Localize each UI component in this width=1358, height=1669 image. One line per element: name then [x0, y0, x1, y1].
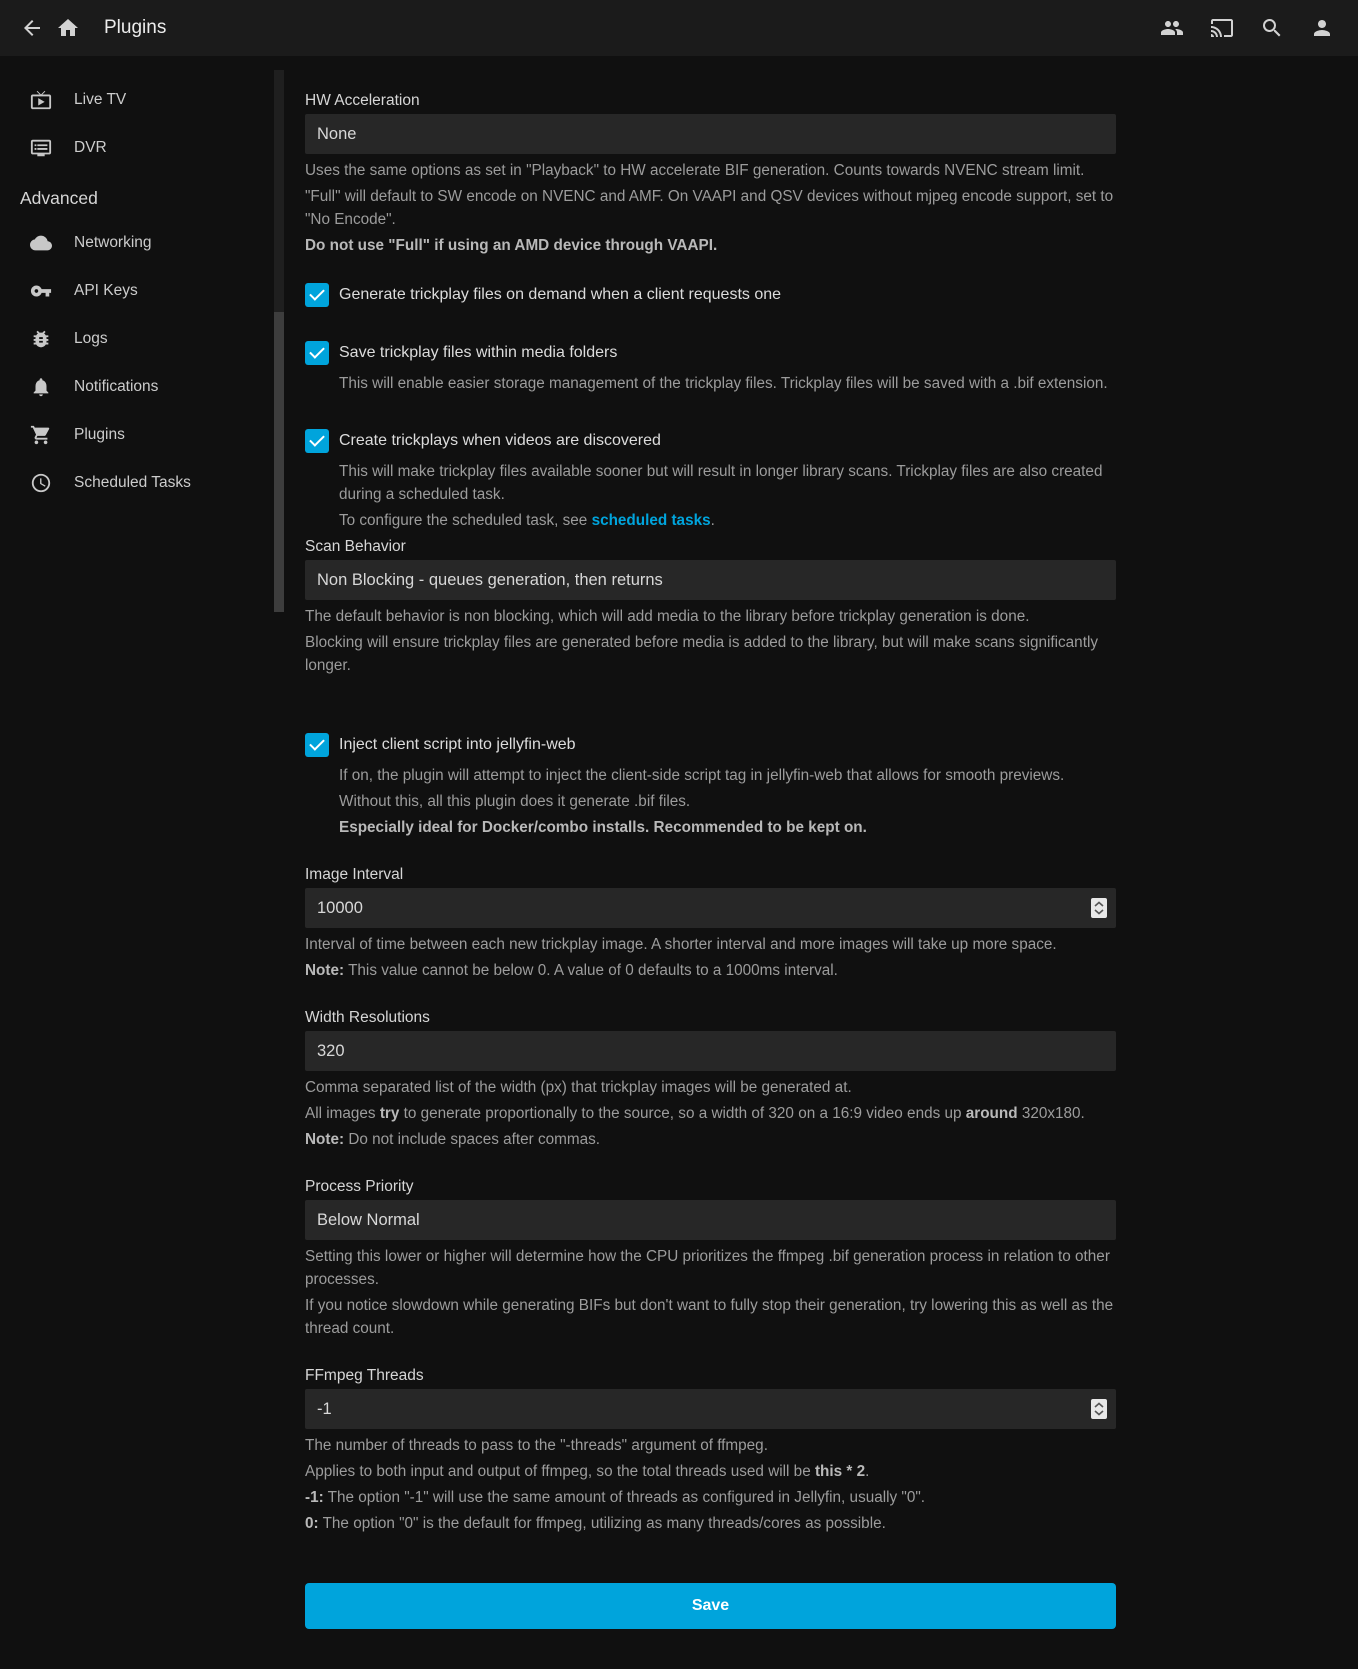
- hw-acceleration-value: None: [317, 124, 357, 143]
- sidebar-item-label: API Keys: [74, 282, 138, 299]
- save-in-media-folders-checkbox[interactable]: [305, 341, 329, 365]
- trickplay-settings-form: [305, 92, 1116, 1629]
- sidebar-item-networking[interactable]: [0, 219, 284, 267]
- hw-acceleration-select[interactable]: [305, 114, 1116, 154]
- sidebar-scrollbar-thumb[interactable]: [274, 312, 284, 612]
- cart-icon: [30, 424, 52, 446]
- cloud-icon: [30, 232, 52, 254]
- home-icon: [56, 16, 80, 40]
- sidebar-item-live-tv[interactable]: [0, 76, 284, 124]
- process-priority-label: Process Priority: [305, 1178, 414, 1195]
- syncplay-button[interactable]: [1154, 10, 1190, 46]
- on-demand-field: [305, 283, 1116, 307]
- width-resolutions-field: [305, 1009, 1116, 1151]
- sidebar-item-notifications[interactable]: [0, 363, 284, 411]
- sidebar-item-label: Plugins: [74, 426, 125, 443]
- live-tv-icon: [30, 89, 52, 111]
- dvr-icon: [30, 137, 52, 159]
- sidebar-item-logs[interactable]: [0, 315, 284, 363]
- number-spinner-icon[interactable]: [1091, 1399, 1107, 1419]
- width-resolutions-label: Width Resolutions: [305, 1009, 430, 1026]
- image-interval-label: Image Interval: [305, 866, 404, 883]
- on-demand-checkbox[interactable]: [305, 283, 329, 307]
- sidebar-item-plugins[interactable]: [0, 411, 284, 459]
- ffmpeg-threads-label: FFmpeg Threads: [305, 1367, 424, 1384]
- save-in-media-folders-description: This will enable easier storage management of the trickplay files. Trickplay files will be saved with a .bif extension.: [339, 375, 1108, 392]
- bell-icon: [30, 376, 52, 398]
- user-button[interactable]: [1304, 10, 1340, 46]
- process-priority-field: [305, 1178, 1116, 1340]
- hw-acceleration-field: [305, 92, 1116, 257]
- page-title: Plugins: [104, 17, 167, 38]
- process-priority-select[interactable]: [305, 1200, 1116, 1240]
- inject-script-label: Inject client script into jellyfin-web: [339, 736, 576, 753]
- back-icon: [20, 16, 44, 40]
- user-icon: [1310, 16, 1334, 40]
- sidebar-item-label: Logs: [74, 330, 108, 347]
- scan-behavior-label: Scan Behavior: [305, 538, 406, 555]
- image-interval-field: [305, 866, 1116, 982]
- search-button[interactable]: [1254, 10, 1290, 46]
- home-button[interactable]: [50, 10, 86, 46]
- inject-script-description: If on, the plugin will attempt to inject the client-side script tag in jellyfin-web that allows for smooth previews. Without this, all this plugin does it generate .bif files. Especially ideal for Docker/combo installs. Recommended to be kept on.: [339, 767, 1065, 836]
- sidebar-section-advanced: Advanced: [20, 188, 98, 208]
- sidebar-item-label: Networking: [74, 234, 152, 251]
- hw-acceleration-label: HW Acceleration: [305, 92, 420, 109]
- syncplay-group-icon: [1160, 16, 1184, 40]
- image-interval-input[interactable]: [305, 888, 1116, 928]
- sidebar-item-scheduled-tasks[interactable]: [0, 459, 284, 507]
- scan-behavior-description: The default behavior is non blocking, which will add media to the library before trickplay generation is done. Blocking will ensure trickplay files are generated before media is added to the library, but will make scans significantly longer.: [305, 608, 1098, 674]
- width-resolutions-input[interactable]: [305, 1031, 1116, 1071]
- sidebar-item-label: DVR: [74, 139, 107, 156]
- scan-behavior-value: Non Blocking - queues generation, then returns: [317, 570, 663, 589]
- on-demand-label: Generate trickplay files on demand when a client requests one: [339, 286, 782, 303]
- sidebar-item-api-keys[interactable]: [0, 267, 284, 315]
- app-header: [0, 0, 1358, 56]
- save-button[interactable]: Save: [305, 1583, 1116, 1629]
- plugin-settings-main: [284, 56, 1358, 1669]
- process-priority-value: Below Normal: [317, 1210, 420, 1229]
- bug-icon: [30, 328, 52, 350]
- hw-acceleration-description: Uses the same options as set in "Playback" to HW accelerate BIF generation. Counts towards NVENC stream limit. "Full" will default to SW encode on NVENC and AMF. On VAAPI and QSV devices without mjpeg encode support, set to "No Encode". Do not use "Full" if using an AMD device through VAAPI.: [305, 162, 1114, 254]
- sidebar-item-label: Scheduled Tasks: [74, 474, 191, 491]
- ffmpeg-threads-input[interactable]: [305, 1389, 1116, 1429]
- save-in-media-folders-field: [305, 341, 1116, 395]
- number-spinner-icon[interactable]: [1091, 898, 1107, 918]
- scan-behavior-select[interactable]: [305, 560, 1116, 600]
- create-on-discovery-checkbox[interactable]: [305, 429, 329, 453]
- ffmpeg-threads-field: [305, 1367, 1116, 1535]
- inject-script-field: [305, 733, 1116, 839]
- ffmpeg-threads-description: The number of threads to pass to the "-threads" argument of ffmpeg. Applies to both input and output of ffmpeg, so the total threads used will be this * 2. -1: The option "-1" will use the same amount of threads as configured in Jellyfin, usually "0". 0: The option "0" is the default for ffmpeg, utilizing as many threads/cores as possible.: [305, 1437, 926, 1532]
- save-in-media-folders-label: Save trickplay files within media folders: [339, 344, 618, 361]
- cast-icon: [1210, 16, 1234, 40]
- image-interval-description: Interval of time between each new trickplay image. A shorter interval and more images will take up more space. Note: This value cannot be below 0. A value of 0 defaults to a 1000ms interval.: [305, 936, 1057, 979]
- clock-icon: [30, 472, 52, 494]
- inject-script-checkbox[interactable]: [305, 733, 329, 757]
- scheduled-tasks-link[interactable]: scheduled tasks: [591, 512, 711, 529]
- sidebar: [0, 56, 284, 1669]
- cast-button[interactable]: [1204, 10, 1240, 46]
- back-button[interactable]: [14, 10, 50, 46]
- create-on-discovery-description: This will make trickplay files available sooner but will result in longer library scans. Trickplay files are also created during a scheduled task. To configure the scheduled task, see scheduled tasks.: [339, 463, 1103, 529]
- width-resolutions-description: Comma separated list of the width (px) that trickplay images will be generated at. All images try to generate proportionally to the source, so a width of 320 on a 16:9 video ends up around 320x180. Note: Do not include spaces after commas.: [305, 1079, 1085, 1148]
- scan-behavior-field: [305, 538, 1116, 677]
- search-icon: [1260, 16, 1284, 40]
- create-on-discovery-label: Create trickplays when videos are discovered: [339, 432, 661, 449]
- sidebar-item-dvr[interactable]: [0, 124, 284, 172]
- key-icon: [30, 280, 52, 302]
- create-on-discovery-field: [305, 429, 1116, 532]
- sidebar-item-label: Live TV: [74, 91, 127, 108]
- process-priority-description: Setting this lower or higher will determine how the CPU prioritizes the ffmpeg .bif generation process in relation to other processes. If you notice slowdown while generating BIFs but don't want to fully stop their generation, try lowering this as well as the thread count.: [305, 1248, 1114, 1337]
- sidebar-scrollbar-track: [274, 70, 284, 312]
- sidebar-item-label: Notifications: [74, 378, 159, 395]
